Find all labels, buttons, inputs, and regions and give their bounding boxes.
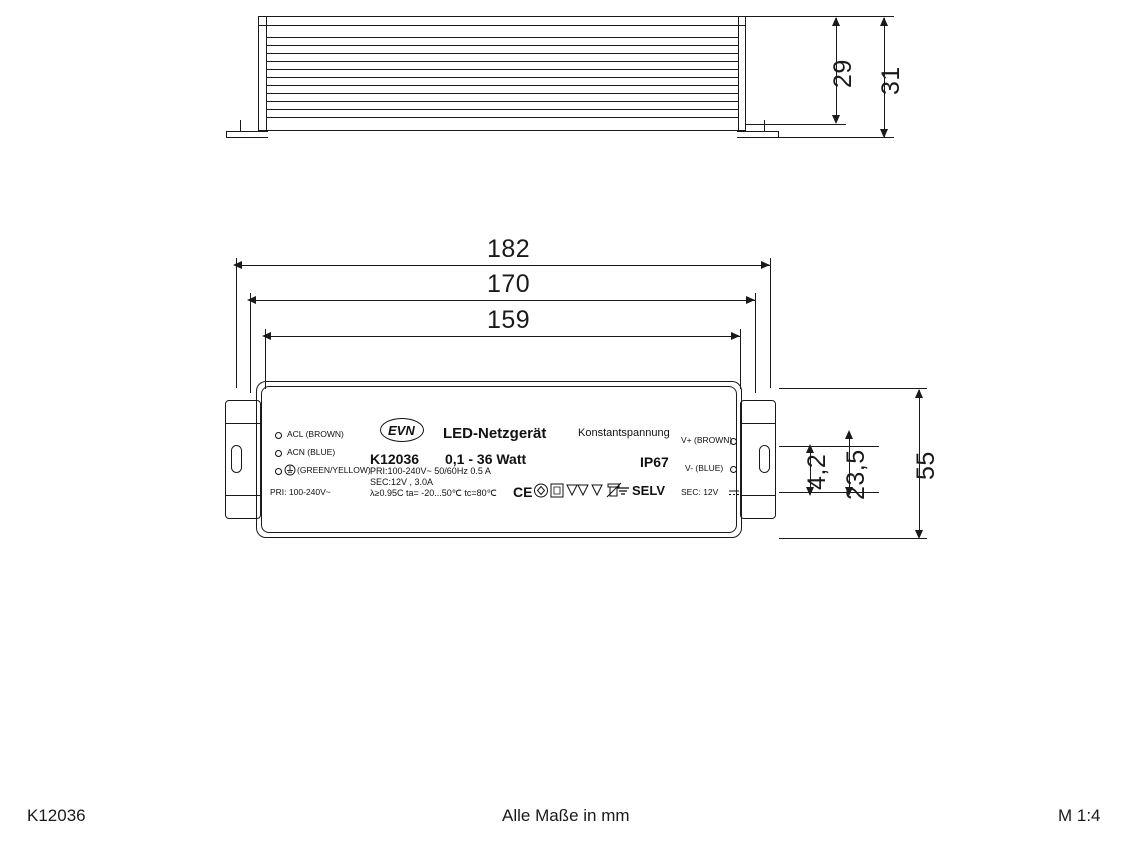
dim-arrow-170-left: [247, 296, 256, 304]
cert-symbols-icon: [534, 482, 624, 499]
bracket-right-rib-bottom: [740, 495, 776, 496]
terminal-vminus-label: V- (BLUE): [685, 463, 724, 473]
mounting-foot-right-bottom: [737, 137, 779, 138]
dim-value-170: 170: [487, 270, 531, 298]
ce-mark-icon: CE: [513, 484, 533, 500]
cooling-fin: [266, 93, 738, 94]
efficiency-spec-text: λ≥0.95C ta= -20...50℃ tc=80℃: [370, 488, 497, 498]
dim-arrow-29-bottom: [832, 115, 840, 124]
mounting-foot-left-riser: [240, 120, 241, 132]
ground-symbol-icon: [616, 484, 630, 498]
product-type-text: LED-Netzgerät: [443, 425, 547, 442]
extension-line-bottom-inner: [746, 124, 846, 125]
ext-line-170-left: [250, 293, 251, 393]
side-view-right-edge: [738, 16, 739, 131]
cooling-fin: [266, 53, 738, 54]
terminal-pe-label: (GREEN/YELLOW): [297, 465, 371, 475]
dim-value-159: 159: [487, 306, 531, 334]
dim-value-182: 182: [487, 235, 531, 263]
mounting-foot-left-edge: [226, 131, 227, 137]
terminal-vminus-icon: [730, 466, 737, 473]
ext-line-159-right: [740, 329, 741, 389]
mounting-hole-right: [759, 445, 770, 473]
mode-text: Konstantspannung: [578, 427, 670, 439]
mounting-foot-right: [737, 131, 779, 132]
cooling-fin: [266, 69, 738, 70]
mounting-hole-left: [231, 445, 242, 473]
cooling-fin: [266, 117, 738, 118]
cooling-fin: [266, 45, 738, 46]
dim-value-29: 29: [829, 59, 857, 88]
dim-line-182: [236, 265, 770, 266]
selv-mark-text: SELV: [632, 483, 665, 498]
cooling-fin: [266, 61, 738, 62]
mounting-foot-right-riser: [764, 120, 765, 132]
dim-value-23-5: 23,5: [842, 449, 870, 500]
terminal-acl-label: ACL (BROWN): [287, 429, 344, 439]
mounting-bracket-right: [740, 400, 776, 519]
terminal-left-note: PRI: 100-240V~: [270, 487, 331, 497]
footer-product-code: K12036: [27, 806, 86, 825]
power-range-text: 0,1 - 36 Watt: [445, 451, 527, 467]
side-view-top-cap: [258, 25, 746, 26]
bracket-left-rib-bottom: [225, 495, 261, 496]
mounting-foot-left-bottom: [226, 137, 268, 138]
cooling-fin: [266, 37, 738, 38]
terminal-vplus-label: V+ (BROWN): [681, 435, 733, 445]
earth-terminal-icon: [284, 464, 296, 476]
dim-arrow-170-right: [746, 296, 755, 304]
ext-line-height-mid-upper: [779, 446, 879, 447]
dim-arrow-23-5-top: [845, 430, 853, 439]
terminal-vplus-icon: [730, 438, 737, 445]
extension-line-top: [746, 16, 894, 17]
dim-arrow-55-top: [915, 389, 923, 398]
terminal-acn-icon: [275, 450, 282, 457]
brand-logo-text: EVN: [388, 423, 415, 438]
dc-symbol-icon: [728, 489, 740, 497]
terminal-acl-icon: [275, 432, 282, 439]
ext-line-170-right: [755, 293, 756, 393]
dim-arrow-182-left: [233, 261, 242, 269]
side-view-body: [258, 16, 746, 131]
dim-arrow-31-bottom: [880, 129, 888, 138]
model-text: K12036: [370, 451, 420, 467]
side-view-left-edge: [266, 16, 267, 131]
protection-class-text: IP67: [640, 454, 669, 470]
terminal-right-note: SEC: 12V: [681, 487, 719, 497]
mounting-foot-left: [226, 131, 268, 132]
cooling-fin: [266, 101, 738, 102]
dim-arrow-29-top: [832, 17, 840, 26]
terminal-pe-icon: [275, 468, 282, 475]
cooling-fin: [266, 77, 738, 78]
terminal-acn-label: ACN (BLUE): [287, 447, 336, 457]
dim-value-4-2: 4,2: [803, 453, 831, 490]
cooling-fin: [266, 109, 738, 110]
dim-arrow-182-right: [761, 261, 770, 269]
dim-value-31: 31: [877, 66, 905, 95]
cooling-fin: [266, 85, 738, 86]
ext-line-height-top: [779, 388, 927, 389]
dim-line-170: [250, 300, 755, 301]
dim-arrow-55-bottom: [915, 530, 923, 539]
bracket-right-rib-top: [740, 423, 776, 424]
extension-line-bottom-outer: [779, 137, 894, 138]
ext-line-height-bottom: [779, 538, 927, 539]
footer-units-note: Alle Maße in mm: [502, 806, 630, 825]
primary-spec-text: PRI:100-240V~ 50/60Hz 0.5 A: [370, 466, 491, 476]
dim-arrow-159-left: [262, 332, 271, 340]
dim-line-159: [265, 336, 740, 337]
ext-line-182-left: [236, 258, 237, 388]
ext-line-182-right: [770, 258, 771, 388]
dim-arrow-31-top: [880, 17, 888, 26]
dim-value-55: 55: [912, 451, 940, 480]
dim-arrow-159-right: [731, 332, 740, 340]
bracket-left-rib-top: [225, 423, 261, 424]
footer-scale-note: M 1:4: [1058, 806, 1101, 825]
dim-arrow-4-2-top: [806, 444, 814, 453]
secondary-spec-text: SEC:12V , 3.0A: [370, 477, 434, 487]
ext-line-159-left: [265, 329, 266, 389]
